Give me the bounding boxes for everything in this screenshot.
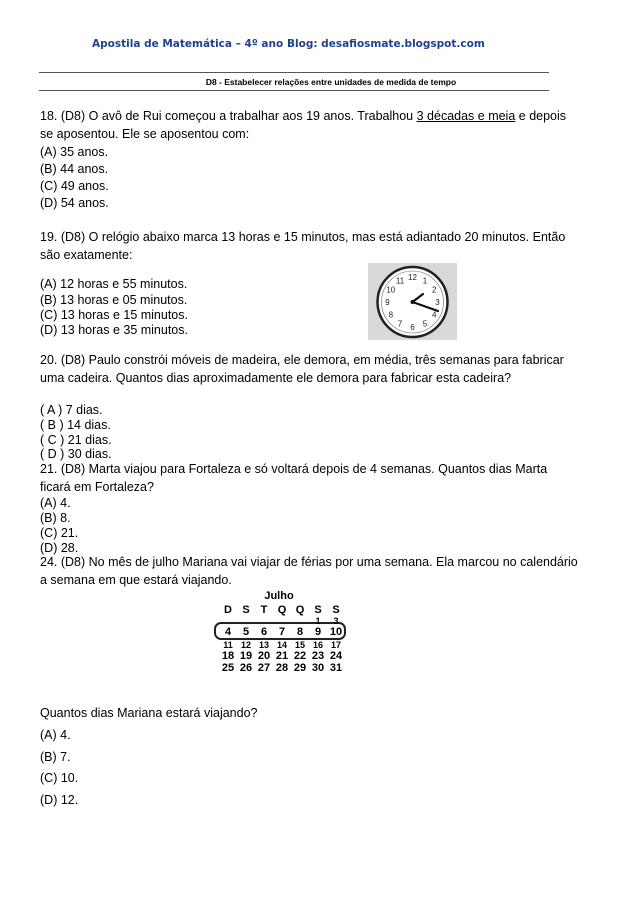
q20-option-b: ( B ) 14 dias.: [40, 418, 111, 432]
q24-option-d: (D) 12.: [40, 793, 79, 807]
clock-numeral-8: 8: [388, 310, 394, 320]
q24-option-c: (C) 10.: [40, 771, 79, 785]
clock-numeral-6: 6: [410, 323, 415, 332]
clock-image: [368, 263, 457, 340]
header-rule-bottom: [39, 90, 549, 91]
q21-option-b: (B) 8.: [40, 511, 71, 525]
clock-numeral-2: 2: [431, 285, 437, 295]
calendar-week-4: 18 19 20 21 22 23 24: [221, 650, 343, 662]
q24-statement-line2: a semana em que estará viajando.: [40, 573, 232, 587]
header-title: Apostila de Matemática – 4º ano: [92, 38, 284, 50]
q18-underlined-term: 3 décadas e meia: [416, 109, 516, 123]
q18-option-b: (B) 44 anos.: [40, 162, 109, 176]
q24-option-a: (A) 4.: [40, 728, 71, 742]
clock-numeral-12: 12: [408, 273, 417, 282]
clock-numeral-1: 1: [422, 276, 428, 286]
q21-statement-line1: 21. (D8) Marta viajou para Fortaleza e só voltará depois de 4 semanas. Quantos dias Marta: [40, 462, 548, 476]
q19-option-b: (B) 13 horas e 05 minutos.: [40, 293, 188, 307]
july-calendar: [213, 590, 345, 676]
q18-option-d: (D) 54 anos.: [40, 196, 109, 210]
q20-option-c: ( C ) 21 dias.: [40, 433, 112, 447]
calendar-week-3: 11 12 13 14 15 16 17: [223, 640, 341, 650]
q18-option-c: (C) 49 anos.: [40, 179, 109, 193]
q19-option-d: (D) 13 horas e 35 minutos.: [40, 323, 188, 337]
clock-numeral-9: 9: [385, 298, 390, 307]
q19-option-c: (C) 13 horas e 15 minutos.: [40, 308, 188, 322]
clock-numeral-11: 11: [395, 276, 405, 286]
header-blog: Blog: desafiosmate.blogspot.com: [287, 38, 485, 50]
q24-statement-line1: 24. (D8) No mês de julho Mariana vai viajar de férias por uma semana. Ela marcou no calendário: [40, 555, 578, 569]
clock-numeral-4: 4: [431, 310, 437, 320]
q20-option-d: ( D ) 30 dias.: [40, 447, 112, 461]
q19-statement-line1: 19. (D8) O relógio abaixo marca 13 horas e 15 minutos, mas está adiantado 20 minutos. Então: [40, 230, 566, 244]
q21-option-d: (D) 28.: [40, 541, 79, 555]
clock-numeral-5: 5: [422, 319, 428, 329]
q19-statement-line2: são exatamente:: [40, 248, 133, 262]
clock-numeral-7: 7: [397, 319, 403, 329]
q19-option-a: (A) 12 horas e 55 minutos.: [40, 277, 188, 291]
calendar-week-5: 25 26 27 28 29 30 31: [221, 662, 343, 674]
clock-numeral-3: 3: [435, 298, 440, 307]
descriptor-title: D8 - Estabelecer relações entre unidades de medida de tempo: [205, 77, 457, 87]
q24-question: Quantos dias Mariana estará viajando?: [40, 706, 258, 720]
q21-option-c: (C) 21.: [40, 526, 79, 540]
q18-statement-line1: 18. (D8) O avô de Rui começou a trabalhar aos 19 anos. Trabalhou 3 décadas e meia e depois: [40, 109, 567, 123]
q20-statement-line2: uma cadeira. Quantos dias aproximadamente ele demora para fabricar esta cadeira?: [40, 371, 512, 385]
q24-option-b: (B) 7.: [40, 750, 71, 764]
q20-option-a: ( A ) 7 dias.: [40, 403, 103, 417]
q21-option-a: (A) 4.: [40, 496, 71, 510]
q21-statement-line2: ficará em Fortaleza?: [40, 480, 154, 494]
clock-numeral-10: 10: [386, 285, 396, 295]
q18-option-a: (A) 35 anos.: [40, 145, 109, 159]
calendar-week-2: 4 5 6 7 8 9 10: [224, 626, 343, 638]
q20-statement-line1: 20. (D8) Paulo constrói móveis de madeira, ele demora, em média, três semanas para fabricar: [40, 353, 564, 367]
header-rule-top: [39, 72, 549, 73]
calendar-title: Julho: [264, 590, 294, 602]
clock-icon: [368, 263, 457, 340]
calendar-weekdays: D S T Q Q S S: [224, 604, 340, 616]
calendar-week-1: 1 3: [315, 616, 339, 626]
q18-statement-line2: se aposentou. Ele se aposentou com:: [40, 127, 250, 141]
page-header: [92, 38, 552, 50]
